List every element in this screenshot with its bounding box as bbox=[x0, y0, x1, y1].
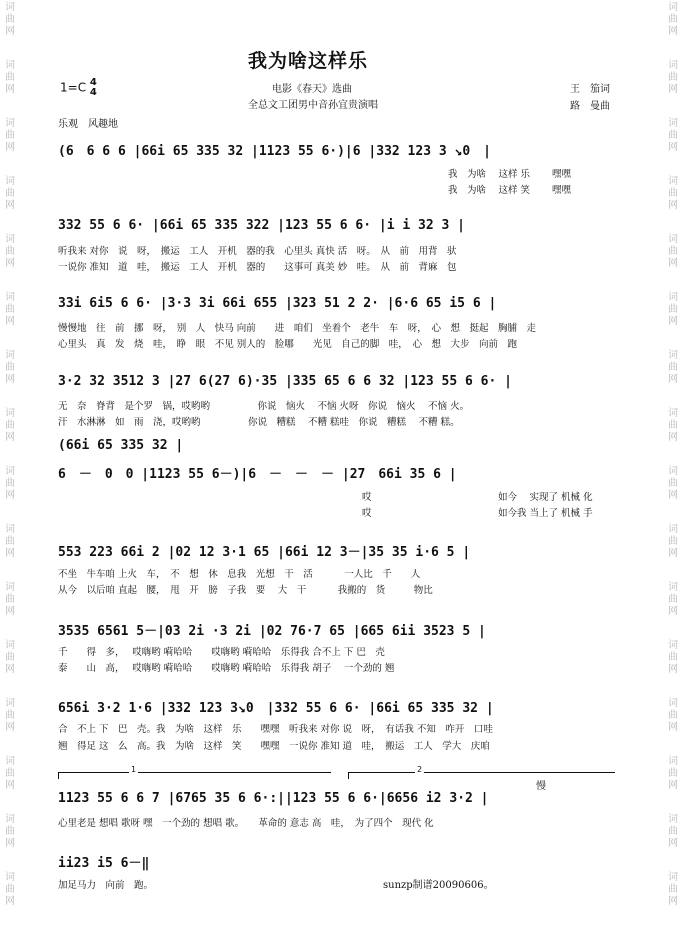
watermark-glyph: 词 bbox=[668, 118, 678, 129]
watermark-glyph: 词 bbox=[5, 176, 15, 187]
watermark-glyph: 曲 bbox=[668, 710, 678, 721]
watermark-glyph: 曲 bbox=[668, 420, 678, 431]
transcriber-credit: sunzp制谱20090606。 bbox=[383, 880, 494, 891]
watermark-glyph: 曲 bbox=[5, 594, 15, 605]
watermark-glyph: 曲 bbox=[5, 420, 15, 431]
watermark-right bbox=[666, 2, 680, 930]
watermark-glyph: 曲 bbox=[5, 768, 15, 779]
watermark-glyph: 词 bbox=[5, 408, 15, 419]
time-bottom: 4 bbox=[89, 87, 97, 98]
watermark-glyph: 曲 bbox=[5, 710, 15, 721]
watermark-glyph: 曲 bbox=[668, 884, 678, 895]
score-row-2-lyric-2: 一说你 准知 道 哇， 搬运 工人 开机 器的 这事可 真美 妙 哇。 从 前 背麻 包 bbox=[58, 262, 457, 273]
watermark-glyph: 词 bbox=[668, 814, 678, 825]
watermark-glyph: 词 bbox=[5, 2, 15, 13]
song-title: 我为啥这样乐 bbox=[248, 50, 369, 72]
watermark-glyph: 曲 bbox=[5, 14, 15, 25]
watermark-glyph: 曲 bbox=[668, 594, 678, 605]
watermark-glyph: 词 bbox=[668, 872, 678, 883]
watermark-glyph: 网 bbox=[5, 548, 15, 559]
watermark-glyph: 网 bbox=[668, 838, 678, 849]
key-signature bbox=[60, 78, 97, 98]
score-row-7-notes: 3535 6561 5－|03 2i ·3 2i |02 76·7 65 |665 6ii 3523 5 | bbox=[58, 624, 486, 639]
watermark-glyph: 词 bbox=[5, 640, 15, 651]
song-source: 电影《春天》选曲 bbox=[272, 84, 352, 95]
score-row-5-lyric-1: 哎 如今 实现了 机械 化 bbox=[362, 492, 593, 503]
score-row-10-lyric-1: 加足马力 向前 跑。 bbox=[58, 880, 154, 891]
watermark-glyph: 词 bbox=[5, 698, 15, 709]
watermark-glyph: 网 bbox=[668, 896, 678, 907]
watermark-glyph: 曲 bbox=[668, 130, 678, 141]
score-row-1-lyric-1: 我 为啥 这样 乐 嘿嘿 bbox=[448, 169, 572, 180]
watermark-glyph: 词 bbox=[5, 60, 15, 71]
watermark-glyph: 网 bbox=[668, 606, 678, 617]
watermark-glyph: 网 bbox=[668, 374, 678, 385]
watermark-left bbox=[3, 2, 17, 930]
score-row-6-lyric-1: 不坐 牛车咱 上火 车， 不 想 休 息我 光想 干 活 一人比 千 人 bbox=[58, 569, 421, 580]
key-label: 1=C bbox=[60, 80, 87, 95]
watermark-glyph: 网 bbox=[668, 548, 678, 559]
score-row-7-lyric-2: 泰 山 高， 哎嗨哟 嗬哈哈 哎嗨哟 嗬哈哈 乐得我 胡子 一个劲的 翘 bbox=[58, 663, 395, 674]
score-row-4-notes: 3·2 32 3512 3 |27 6(27 6)·35 |335 65 6 6 32 |123 55 6 6· | bbox=[58, 374, 512, 389]
score-row-10-notes: ii23 i5 6－‖ bbox=[58, 856, 150, 871]
watermark-glyph: 词 bbox=[668, 466, 678, 477]
score-row-3-lyric-2: 心里头 真 发 烧 哇， 睁 眼 不见 别人的 脸哪 光见 自己的脚 哇， 心 想 大步 向前 跑 bbox=[58, 339, 518, 350]
watermark-glyph: 曲 bbox=[668, 362, 678, 373]
score-row-4-lyric-1: 无 奈 脊背 是个罗 锅，哎哟哟 你说 恼火 不恼 火呀 你说 恼火 不恼 火。 bbox=[58, 401, 470, 412]
watermark-glyph: 曲 bbox=[5, 188, 15, 199]
watermark-glyph: 曲 bbox=[668, 768, 678, 779]
score-row-7-lyric-1: 千 得 多， 哎嗨哟 嗬哈哈 哎嗨哟 嗬哈哈 乐得我 合不上 下 巴 壳 bbox=[58, 647, 385, 658]
watermark-glyph: 词 bbox=[668, 698, 678, 709]
watermark-glyph: 曲 bbox=[5, 826, 15, 837]
volta-bracket-2 bbox=[348, 765, 615, 779]
score-row-1-notes: (6 6 6 6 |66i 65 335 32 |1123 55 6·)|6 |332 123 3 ↘0 | bbox=[58, 144, 491, 159]
watermark-glyph: 词 bbox=[668, 234, 678, 245]
score-row-8-notes: 656i 3·2 1·6 |332 123 3↘0 |332 55 6 6· |66i 65 335 32 | bbox=[58, 701, 494, 716]
watermark-glyph: 词 bbox=[5, 292, 15, 303]
watermark-glyph: 曲 bbox=[5, 362, 15, 373]
watermark-glyph: 网 bbox=[5, 142, 15, 153]
watermark-glyph: 网 bbox=[5, 374, 15, 385]
score-row-4-lyric-2: 汗 水淋淋 如 雨 浇，哎哟哟 你说 糟糕 不糟 糕哇 你说 糟糕 不糟 糕。 bbox=[58, 417, 460, 428]
time-signature bbox=[90, 78, 97, 98]
watermark-glyph: 曲 bbox=[5, 652, 15, 663]
watermark-glyph: 网 bbox=[668, 722, 678, 733]
watermark-glyph: 曲 bbox=[5, 536, 15, 547]
tempo-ornament: 慢 bbox=[536, 781, 546, 792]
expression-marking: 乐观 风趣地 bbox=[58, 119, 118, 130]
score-row-5-lyric-2: 哎 如今我 当上了 机械 手 bbox=[362, 508, 593, 519]
watermark-glyph: 网 bbox=[668, 780, 678, 791]
volta-number-2: 2 bbox=[417, 765, 423, 774]
watermark-glyph: 网 bbox=[668, 84, 678, 95]
watermark-glyph: 曲 bbox=[668, 188, 678, 199]
watermark-glyph: 网 bbox=[668, 142, 678, 153]
watermark-glyph: 网 bbox=[668, 258, 678, 269]
watermark-glyph: 网 bbox=[5, 258, 15, 269]
watermark-glyph: 网 bbox=[5, 896, 15, 907]
watermark-glyph: 词 bbox=[5, 234, 15, 245]
watermark-glyph: 词 bbox=[5, 118, 15, 129]
watermark-glyph: 词 bbox=[668, 292, 678, 303]
score-row-1-lyric-2: 我 为啥 这样 笑 嘿嘿 bbox=[448, 185, 572, 196]
watermark-glyph: 词 bbox=[668, 176, 678, 187]
watermark-glyph: 曲 bbox=[5, 246, 15, 257]
score-row-9-notes: 1123 55 6 6 7 |6765 35 6 6·:||123 55 6 6·|6656 i2 3·2 | bbox=[58, 791, 489, 806]
score-row-6-lyric-2: 从今 以后咱 直起 腰， 甩 开 膀 子我 要 大 干 我搬的 货 物比 bbox=[58, 585, 433, 596]
watermark-glyph: 曲 bbox=[668, 536, 678, 547]
volta-bracket-1 bbox=[58, 765, 331, 779]
watermark-glyph: 网 bbox=[668, 432, 678, 443]
watermark-glyph: 网 bbox=[668, 26, 678, 37]
score-row-8-lyric-1: 合 不上 下 巴 壳。我 为啥 这样 乐 嘿嘿 听我来 对你 说 呀， 有话我 不知 咋开 口哇 bbox=[58, 724, 493, 735]
watermark-glyph: 网 bbox=[5, 432, 15, 443]
watermark-glyph: 词 bbox=[668, 524, 678, 535]
score-row-8-lyric-2: 翘 得足 这 么 高。我 为啥 这样 笑 嘿嘿 一说你 准知 道 哇， 搬运 工人 学大 庆咱 bbox=[58, 741, 490, 752]
watermark-glyph: 网 bbox=[668, 200, 678, 211]
watermark-glyph: 词 bbox=[5, 756, 15, 767]
watermark-glyph: 曲 bbox=[668, 246, 678, 257]
score-row-3-notes: 33i 6i5 6 6· |3·3 3i 66i 655 |323 51 2 2· |6·6 65 i5 6 | bbox=[58, 296, 497, 311]
watermark-glyph: 词 bbox=[5, 582, 15, 593]
score-row-6-notes: 553 223 66i 2 |02 12 3·1 65 |66i 12 3－|35 35 i·6 5 | bbox=[58, 545, 471, 560]
volta-number-1: 1 bbox=[131, 765, 137, 774]
score-row-2-notes: 332 55 6 6· |66i 65 335 322 |123 55 6 6· |i i 32 3 | bbox=[58, 218, 465, 233]
watermark-glyph: 网 bbox=[5, 780, 15, 791]
watermark-glyph: 网 bbox=[5, 838, 15, 849]
watermark-glyph: 词 bbox=[668, 60, 678, 71]
watermark-glyph: 词 bbox=[668, 350, 678, 361]
watermark-glyph: 曲 bbox=[5, 304, 15, 315]
performer-credit: 全总文工团男中音孙宜贵演唱 bbox=[248, 100, 378, 111]
watermark-glyph: 词 bbox=[668, 2, 678, 13]
watermark-glyph: 网 bbox=[5, 722, 15, 733]
score-row-3-lyric-1: 慢慢地 往 前 挪 呀， 别 人 快马 向前 进 咱们 坐着个 老牛 车 呀， 心 想 挺起 胸脯 走 bbox=[58, 323, 537, 334]
watermark-glyph: 网 bbox=[5, 316, 15, 327]
watermark-glyph: 曲 bbox=[668, 14, 678, 25]
watermark-glyph: 词 bbox=[5, 814, 15, 825]
watermark-glyph: 曲 bbox=[5, 884, 15, 895]
score-row-5-intro: (66i 65 335 32 | bbox=[58, 438, 184, 453]
lyricist-credit: 王 笳词 bbox=[570, 84, 610, 95]
score-row-9-lyric-1: 心里老是 想唱 歌呀 嘿 一个劲的 想唱 歌。 革命的 意志 高 哇， 为了四个 现代 化 bbox=[58, 818, 434, 829]
watermark-glyph: 曲 bbox=[668, 478, 678, 489]
watermark-glyph: 网 bbox=[668, 664, 678, 675]
watermark-glyph: 网 bbox=[5, 26, 15, 37]
composer-credit: 路 曼曲 bbox=[570, 101, 610, 112]
watermark-glyph: 网 bbox=[668, 316, 678, 327]
watermark-glyph: 网 bbox=[5, 606, 15, 617]
watermark-glyph: 词 bbox=[5, 872, 15, 883]
watermark-glyph: 曲 bbox=[668, 304, 678, 315]
watermark-glyph: 词 bbox=[668, 640, 678, 651]
watermark-glyph: 网 bbox=[5, 84, 15, 95]
score-row-2-lyric-1: 听我来 对你 说 呀， 搬运 工人 开机 器的我 心里头 真快 活 呀。 从 前 用背 驮 bbox=[58, 246, 457, 257]
time-top: 4 bbox=[89, 77, 97, 88]
watermark-glyph: 词 bbox=[5, 350, 15, 361]
score-row-5-notes: 6 － 0 0 |1123 55 6－)|6 － － － |27 66i 35 6 | bbox=[58, 467, 457, 482]
watermark-glyph: 曲 bbox=[668, 652, 678, 663]
watermark-glyph: 词 bbox=[668, 408, 678, 419]
watermark-glyph: 词 bbox=[668, 756, 678, 767]
watermark-glyph: 曲 bbox=[668, 72, 678, 83]
watermark-glyph: 曲 bbox=[5, 478, 15, 489]
watermark-glyph: 曲 bbox=[5, 130, 15, 141]
watermark-glyph: 网 bbox=[5, 200, 15, 211]
watermark-glyph: 词 bbox=[5, 524, 15, 535]
watermark-glyph: 曲 bbox=[5, 72, 15, 83]
watermark-glyph: 曲 bbox=[668, 826, 678, 837]
watermark-glyph: 词 bbox=[668, 582, 678, 593]
watermark-glyph: 词 bbox=[5, 466, 15, 477]
watermark-glyph: 网 bbox=[5, 664, 15, 675]
watermark-glyph: 网 bbox=[668, 490, 678, 501]
watermark-glyph: 网 bbox=[5, 490, 15, 501]
